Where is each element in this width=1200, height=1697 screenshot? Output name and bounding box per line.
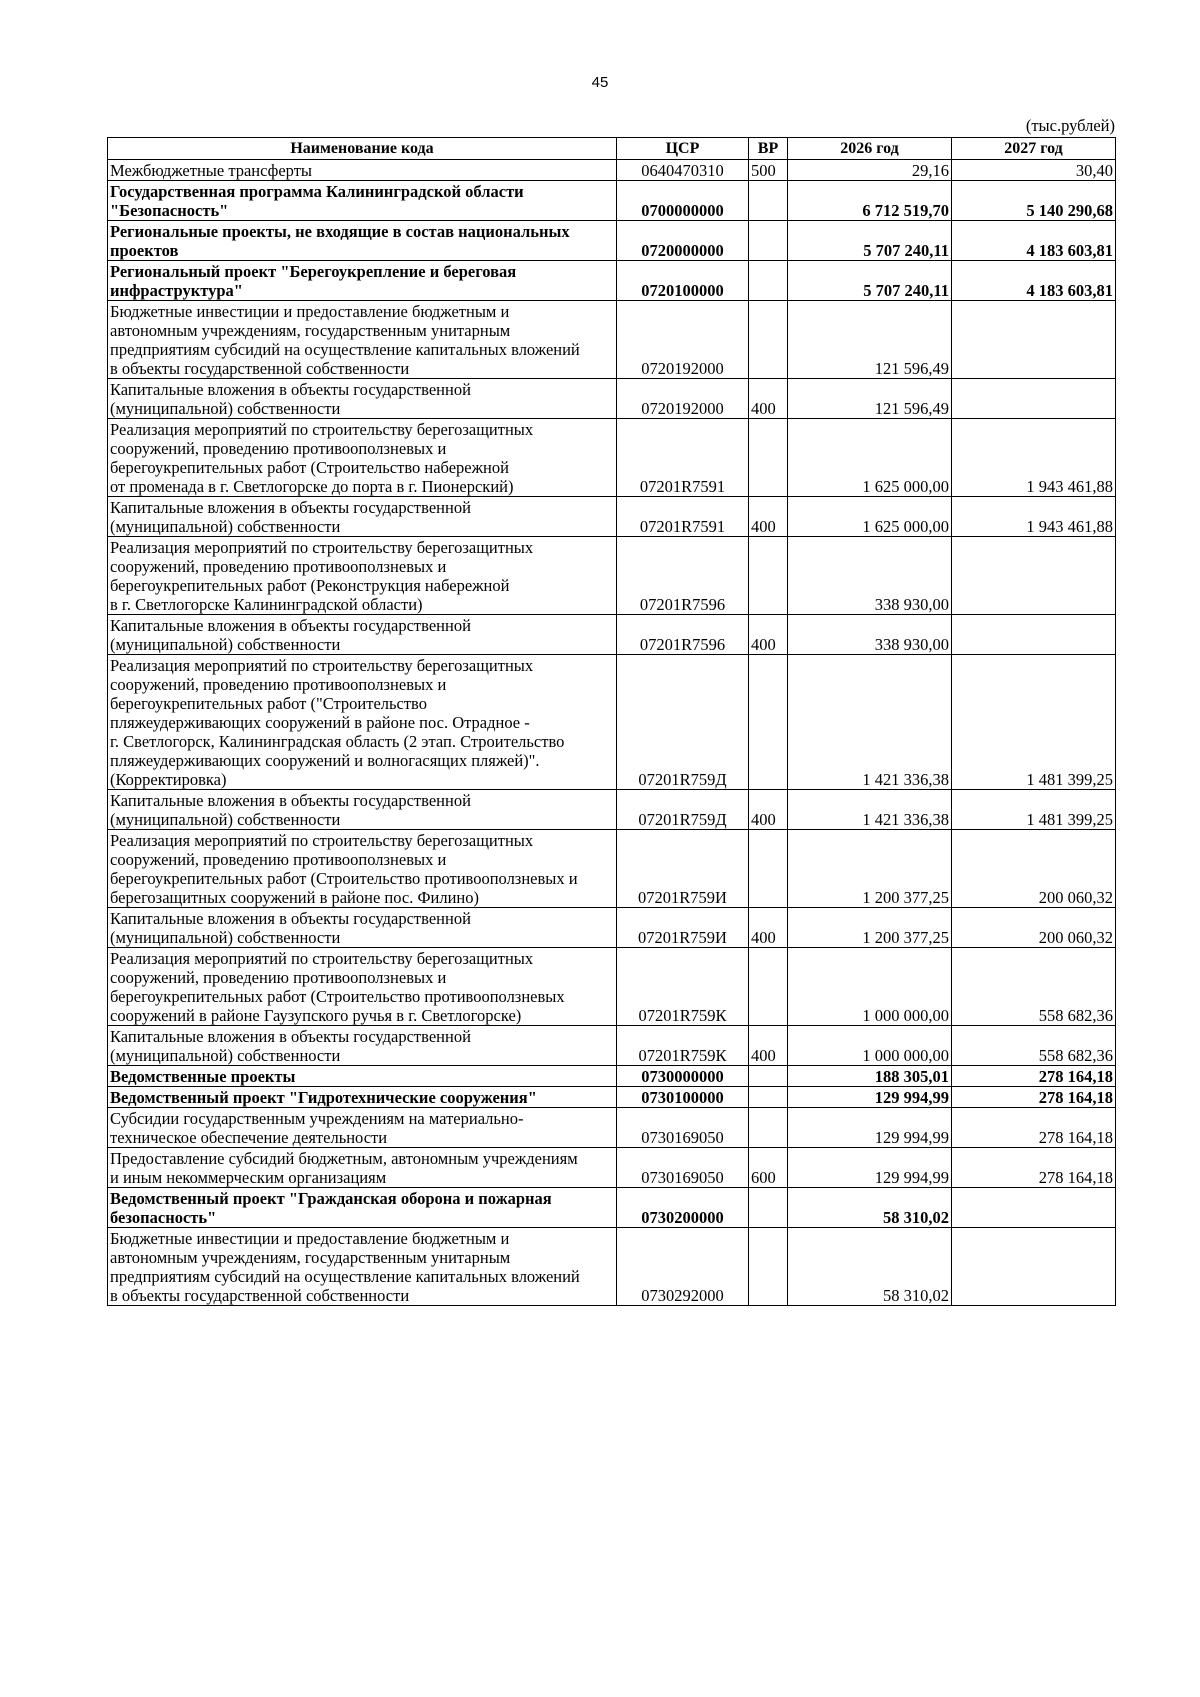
- cell-2026: 188 305,01: [788, 1066, 952, 1087]
- table-row: [108, 379, 1116, 419]
- cell-name: [108, 301, 617, 379]
- cell-vr: [749, 301, 788, 379]
- cell-2026: 29,16: [788, 160, 952, 181]
- cell-name-line: (муниципальной) собственности: [110, 517, 341, 536]
- cell-vr: 400: [749, 1026, 788, 1066]
- header-csr: ЦСР: [617, 138, 749, 160]
- budget-table: [107, 137, 1116, 1306]
- cell-csr: 0720100000: [617, 261, 749, 301]
- cell-name: [108, 1066, 617, 1087]
- cell-2027: 30,40: [952, 160, 1116, 181]
- table-row: [108, 261, 1116, 301]
- cell-name: [108, 497, 617, 537]
- table-row: [108, 497, 1116, 537]
- cell-name-line: техническое обеспечение деятельности: [110, 1128, 388, 1147]
- cell-2027: 4 183 603,81: [952, 261, 1116, 301]
- cell-name-line: Реализация мероприятий по строительству берегозащитных: [110, 949, 534, 968]
- cell-2027: 1 481 399,25: [952, 655, 1116, 790]
- cell-name-line: пляжеудерживающих сооружений в районе пос. Отрадное -: [110, 713, 530, 732]
- cell-2026: 338 930,00: [788, 537, 952, 615]
- cell-csr: 0700000000: [617, 181, 749, 221]
- cell-name-line: Капитальные вложения в объекты государственной: [110, 616, 471, 635]
- cell-csr: 07201R759К: [617, 948, 749, 1026]
- cell-vr: 400: [749, 379, 788, 419]
- cell-name: [108, 615, 617, 655]
- table-row: [108, 1188, 1116, 1228]
- cell-2026: 129 994,99: [788, 1108, 952, 1148]
- cell-vr: [749, 419, 788, 497]
- cell-2026: 1 421 336,38: [788, 790, 952, 830]
- cell-name: [108, 181, 617, 221]
- cell-name-line: Реализация мероприятий по строительству берегозащитных: [110, 656, 534, 675]
- table-row: [108, 908, 1116, 948]
- cell-name-line: в объекты государственной собственности: [110, 359, 410, 378]
- cell-vr: [749, 221, 788, 261]
- cell-2027: 5 140 290,68: [952, 181, 1116, 221]
- cell-name-line: (муниципальной) собственности: [110, 1046, 341, 1065]
- cell-name-line: Ведомственный проект "Гидротехнические сооружения": [110, 1088, 537, 1107]
- header-vr: ВР: [749, 138, 788, 160]
- cell-name-line: сооружений в районе Гаузупского ручья в г. Светлогорске): [110, 1006, 522, 1025]
- cell-vr: 500: [749, 160, 788, 181]
- cell-name-line: сооружений, проведению противооползневых и: [110, 675, 447, 694]
- cell-name-line: "Безопасность": [110, 201, 229, 220]
- cell-name: [108, 1228, 617, 1306]
- cell-name-line: Реализация мероприятий по строительству берегозащитных: [110, 538, 534, 557]
- table-row: [108, 181, 1116, 221]
- cell-2026: 5 707 240,11: [788, 221, 952, 261]
- cell-2026: 1 200 377,25: [788, 908, 952, 948]
- table-row: [108, 1108, 1116, 1148]
- cell-2027: 558 682,36: [952, 1026, 1116, 1066]
- cell-vr: [749, 1066, 788, 1087]
- cell-csr: 07201R759Д: [617, 790, 749, 830]
- cell-2027: 278 164,18: [952, 1087, 1116, 1108]
- cell-name-line: Региональный проект "Берегоукрепление и береговая: [110, 262, 517, 281]
- cell-name-line: проектов: [110, 241, 179, 260]
- cell-vr: [749, 181, 788, 221]
- cell-name-line: автономным учреждениям, государственным унитарным: [110, 321, 511, 340]
- table-row: [108, 615, 1116, 655]
- cell-csr: 0730100000: [617, 1087, 749, 1108]
- cell-name-line: сооружений, проведению противооползневых и: [110, 850, 447, 869]
- cell-name-line: в объекты государственной собственности: [110, 1286, 410, 1305]
- cell-2026: 1 421 336,38: [788, 655, 952, 790]
- cell-2027: [952, 615, 1116, 655]
- cell-2027: [952, 379, 1116, 419]
- units-label: (тыс.рублей): [1025, 116, 1115, 135]
- cell-name: [108, 830, 617, 908]
- cell-2026: 6 712 519,70: [788, 181, 952, 221]
- cell-2026: 58 310,02: [788, 1228, 952, 1306]
- cell-2027: 278 164,18: [952, 1148, 1116, 1188]
- cell-name-line: предприятиям субсидий на осуществление капитальных вложений: [110, 340, 580, 359]
- table-row: [108, 537, 1116, 615]
- cell-name-line: берегоукрепительных работ (Строительство набережной: [110, 458, 509, 477]
- table-row: [108, 830, 1116, 908]
- table-row: [108, 1087, 1116, 1108]
- cell-name-line: предприятиям субсидий на осуществление капитальных вложений: [110, 1267, 580, 1286]
- cell-csr: 07201R7591: [617, 497, 749, 537]
- cell-name: [108, 379, 617, 419]
- cell-vr: [749, 537, 788, 615]
- cell-csr: 0730169050: [617, 1148, 749, 1188]
- cell-2027: 200 060,32: [952, 830, 1116, 908]
- cell-name-line: Бюджетные инвестиции и предоставление бюджетным и: [110, 1229, 510, 1248]
- table-row: [108, 655, 1116, 790]
- cell-name-line: от променада в г. Светлогорске до порта в г. Пионерский): [110, 477, 514, 496]
- cell-name-line: Предоставление субсидий бюджетным, автономным учреждениям: [110, 1149, 578, 1168]
- cell-name: [108, 1108, 617, 1148]
- cell-csr: 07201R7596: [617, 537, 749, 615]
- cell-name-line: инфраструктура": [110, 281, 243, 300]
- cell-vr: [749, 948, 788, 1026]
- cell-vr: [749, 1108, 788, 1148]
- cell-2026: 129 994,99: [788, 1087, 952, 1108]
- cell-name-line: берегоукрепительных работ (Реконструкция набережной: [110, 576, 510, 595]
- cell-name-line: Капитальные вложения в объекты государственной: [110, 1027, 471, 1046]
- cell-csr: 07201R759И: [617, 830, 749, 908]
- cell-name: [108, 790, 617, 830]
- cell-name-line: сооружений, проведению противооползневых и: [110, 557, 447, 576]
- table-row: [108, 1026, 1116, 1066]
- cell-vr: 400: [749, 497, 788, 537]
- cell-name-line: Капитальные вложения в объекты государственной: [110, 909, 471, 928]
- cell-2027: [952, 301, 1116, 379]
- table-row: [108, 419, 1116, 497]
- cell-name-line: Бюджетные инвестиции и предоставление бюджетным и: [110, 302, 510, 321]
- header-name: Наименование кода: [108, 138, 617, 160]
- cell-name-line: (Корректировка): [110, 770, 227, 789]
- cell-name-line: Реализация мероприятий по строительству берегозащитных: [110, 420, 534, 439]
- table-row: [108, 160, 1116, 181]
- cell-name-line: автономным учреждениям, государственным унитарным: [110, 1248, 511, 1267]
- cell-csr: 0720000000: [617, 221, 749, 261]
- table-row: [108, 301, 1116, 379]
- cell-name-line: берегозащитных сооружений в районе пос. Филино): [110, 888, 479, 907]
- cell-2026: 5 707 240,11: [788, 261, 952, 301]
- cell-name-line: безопасность": [110, 1208, 217, 1227]
- cell-vr: 600: [749, 1148, 788, 1188]
- cell-2026: 338 930,00: [788, 615, 952, 655]
- cell-2026: 1 200 377,25: [788, 830, 952, 908]
- cell-name-line: сооружений, проведению противооползневых и: [110, 439, 447, 458]
- cell-2027: [952, 537, 1116, 615]
- cell-2027: 558 682,36: [952, 948, 1116, 1026]
- cell-2026: 129 994,99: [788, 1148, 952, 1188]
- cell-csr: 0730169050: [617, 1108, 749, 1148]
- cell-name-line: Государственная программа Калининградской области: [110, 182, 524, 201]
- cell-name: [108, 261, 617, 301]
- cell-name-line: берегоукрепительных работ (Строительство противооползневых: [110, 987, 565, 1006]
- cell-name-line: Капитальные вложения в объекты государственной: [110, 498, 471, 517]
- cell-vr: [749, 1228, 788, 1306]
- cell-csr: 0730292000: [617, 1228, 749, 1306]
- cell-2026: 1 625 000,00: [788, 497, 952, 537]
- cell-name-line: и иным некоммерческим организациям: [110, 1168, 387, 1187]
- table-row: [108, 221, 1116, 261]
- cell-name: [108, 221, 617, 261]
- header-2027: 2027 год: [952, 138, 1116, 160]
- cell-name: [108, 1188, 617, 1228]
- cell-vr: 400: [749, 908, 788, 948]
- cell-csr: 0730000000: [617, 1066, 749, 1087]
- cell-2027: 4 183 603,81: [952, 221, 1116, 261]
- cell-2027: [952, 1188, 1116, 1228]
- cell-csr: 07201R759И: [617, 908, 749, 948]
- cell-vr: [749, 830, 788, 908]
- table-header-row: [108, 138, 1116, 160]
- cell-name-line: сооружений, проведению противооползневых и: [110, 968, 447, 987]
- cell-name: [108, 537, 617, 615]
- cell-name-line: Ведомственные проекты: [110, 1067, 296, 1086]
- cell-csr: 0720192000: [617, 301, 749, 379]
- cell-2027: [952, 1228, 1116, 1306]
- cell-vr: [749, 655, 788, 790]
- cell-csr: 0720192000: [617, 379, 749, 419]
- cell-name: [108, 908, 617, 948]
- cell-2026: 1 000 000,00: [788, 1026, 952, 1066]
- header-2026: 2026 год: [788, 138, 952, 160]
- table-row: [108, 1228, 1116, 1306]
- cell-2027: 278 164,18: [952, 1108, 1116, 1148]
- cell-name-line: г. Светлогорск, Калининградская область (2 этап. Строительство: [110, 732, 565, 751]
- cell-2026: 121 596,49: [788, 379, 952, 419]
- cell-csr: 0640470310: [617, 160, 749, 181]
- cell-name: [108, 1148, 617, 1188]
- cell-name-line: (муниципальной) собственности: [110, 810, 341, 829]
- cell-2027: 1 943 461,88: [952, 497, 1116, 537]
- cell-name-line: пляжеудерживающих сооружений и волногасящих пляжей)".: [110, 751, 540, 770]
- cell-vr: [749, 261, 788, 301]
- cell-name-line: берегоукрепительных работ (Строительство противооползневых и: [110, 869, 578, 888]
- cell-name-line: Ведомственный проект "Гражданская оборона и пожарная: [110, 1189, 552, 1208]
- cell-csr: 07201R759К: [617, 1026, 749, 1066]
- cell-name: [108, 160, 617, 181]
- cell-name-line: Капитальные вложения в объекты государственной: [110, 380, 471, 399]
- cell-name: [108, 1026, 617, 1066]
- cell-2027: 1 481 399,25: [952, 790, 1116, 830]
- cell-name: [108, 1087, 617, 1108]
- cell-vr: [749, 1087, 788, 1108]
- cell-name: [108, 948, 617, 1026]
- cell-name-line: Капитальные вложения в объекты государственной: [110, 791, 471, 810]
- cell-name-line: (муниципальной) собственности: [110, 928, 341, 947]
- table-row: [108, 790, 1116, 830]
- cell-2027: 1 943 461,88: [952, 419, 1116, 497]
- cell-name-line: Региональные проекты, не входящие в состав национальных: [110, 222, 570, 241]
- cell-name-line: Субсидии государственным учреждениям на материально-: [110, 1109, 524, 1128]
- cell-name-line: берегоукрепительных работ ("Строительство: [110, 694, 427, 713]
- cell-2026: 58 310,02: [788, 1188, 952, 1228]
- table-row: [108, 1066, 1116, 1087]
- page-number: 45: [591, 74, 609, 91]
- cell-2026: 121 596,49: [788, 301, 952, 379]
- cell-csr: 07201R7591: [617, 419, 749, 497]
- cell-csr: 07201R759Д: [617, 655, 749, 790]
- cell-name-line: (муниципальной) собственности: [110, 399, 341, 418]
- cell-name-line: (муниципальной) собственности: [110, 635, 341, 654]
- cell-2026: 1 000 000,00: [788, 948, 952, 1026]
- cell-2027: 200 060,32: [952, 908, 1116, 948]
- table-row: [108, 1148, 1116, 1188]
- cell-name-line: Реализация мероприятий по строительству берегозащитных: [110, 831, 534, 850]
- cell-csr: 07201R7596: [617, 615, 749, 655]
- cell-vr: 400: [749, 615, 788, 655]
- cell-csr: 0730200000: [617, 1188, 749, 1228]
- table-row: [108, 948, 1116, 1026]
- cell-vr: [749, 1188, 788, 1228]
- cell-name: [108, 419, 617, 497]
- cell-2026: 1 625 000,00: [788, 419, 952, 497]
- cell-name-line: Межбюджетные трансферты: [110, 161, 313, 180]
- cell-name: [108, 655, 617, 790]
- cell-name-line: в г. Светлогорске Калининградской области): [110, 595, 423, 614]
- cell-2027: 278 164,18: [952, 1066, 1116, 1087]
- cell-vr: 400: [749, 790, 788, 830]
